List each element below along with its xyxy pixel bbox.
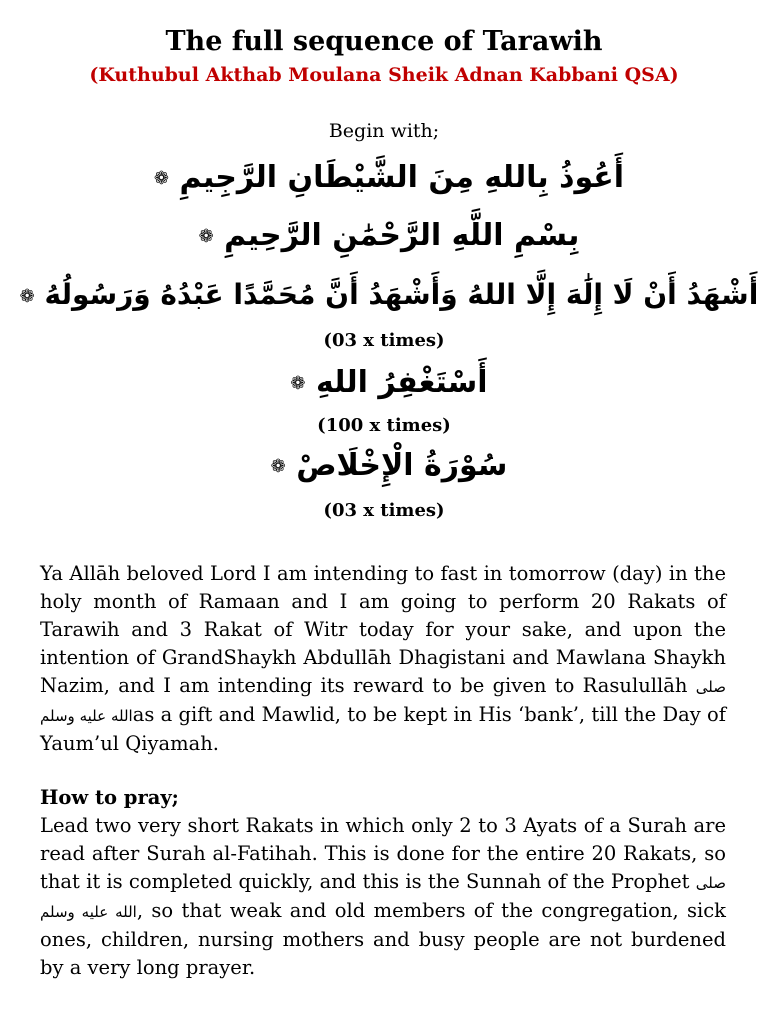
salawat-text: صلى الله عليه وسلم (40, 874, 726, 921)
recitation-taawwudh (0, 160, 768, 195)
begin-with-label: Begin with; (328, 120, 440, 142)
recitation-text: بِسْمِ اللَّهِ الرَّحْمَٰنِ الرَّحِيمِ (224, 218, 580, 253)
flower-ornament-icon: ❁ (19, 285, 35, 307)
recitation-text: أَسْتَغْفِرُ اللهِ (315, 365, 488, 400)
recitation-text: أَشْهَدُ أَنْ لَا إِلَٰهَ إِلَّا اللهُ وَأَشْهَدُ أَنَّ مُحَمَّدًا عَبْدُهُ وَرَسُولُهُ (44, 278, 759, 311)
repeat-count: (100 x times) (317, 415, 451, 436)
intention-paragraph (40, 560, 726, 758)
intention-text: Ya Allāh beloved Lord I am intending to fast in tomorrow (day) in the holy month of Ramaan and I am going to perform 20 Rakats of Tarawih and 3 Rakat of Witr today for your sake, and upon the intention of GrandShaykh Abdullāh Dhagistani and Mawlana Shaykh Nazim, and I am intending its reward to be given to Rasulullāh (40, 562, 726, 697)
repeat-count: (03 x times) (323, 500, 445, 521)
how-to-pray-paragraph (40, 812, 726, 982)
recitation-ikhlas (0, 448, 768, 483)
page-subtitle: (Kuthubul Akthab Moulana Sheik Adnan Kabbani QSA) (89, 64, 679, 86)
recitation-istighfar (0, 365, 768, 400)
how-to-pray-text-end: , so that weak and old members of the congregation, sick ones, children, nursing mothers and busy people are not burdened by a very long prayer. (40, 899, 726, 979)
flower-ornament-icon: ❁ (198, 226, 214, 247)
salawat-text: صلى الله عليه وسلم (40, 678, 726, 725)
recitation-text: أَعُوذُ بِاللهِ مِنَ الشَّيْطَانِ الرَّجِيمِ (179, 160, 625, 195)
intention-text-end: as a gift and Mawlid, to be kept in His ‘bank’, till the Day of Yaum’ul Qiyamah. (40, 703, 727, 755)
flower-ornament-icon: ❁ (153, 168, 170, 189)
recitation-shahada (0, 278, 768, 311)
recitation-basmala (0, 218, 768, 253)
recitation-text: سُوْرَةُ الْإِخْلَاصْ (296, 448, 508, 483)
flower-ornament-icon: ❁ (270, 456, 286, 477)
how-to-pray-text: Lead two very short Rakats in which only 2 to 3 Ayats of a Surah are read after Surah al-Fatihah. This is done for the entire 20 Rakats, so that it is completed quickly, and this is the Sunnah of the Prophet (40, 814, 726, 893)
repeat-count: (03 x times) (323, 330, 445, 351)
how-to-pray-heading: How to pray; (40, 786, 179, 809)
page-title: The full sequence of Tarawih (165, 26, 603, 57)
flower-ornament-icon: ❁ (290, 373, 306, 394)
